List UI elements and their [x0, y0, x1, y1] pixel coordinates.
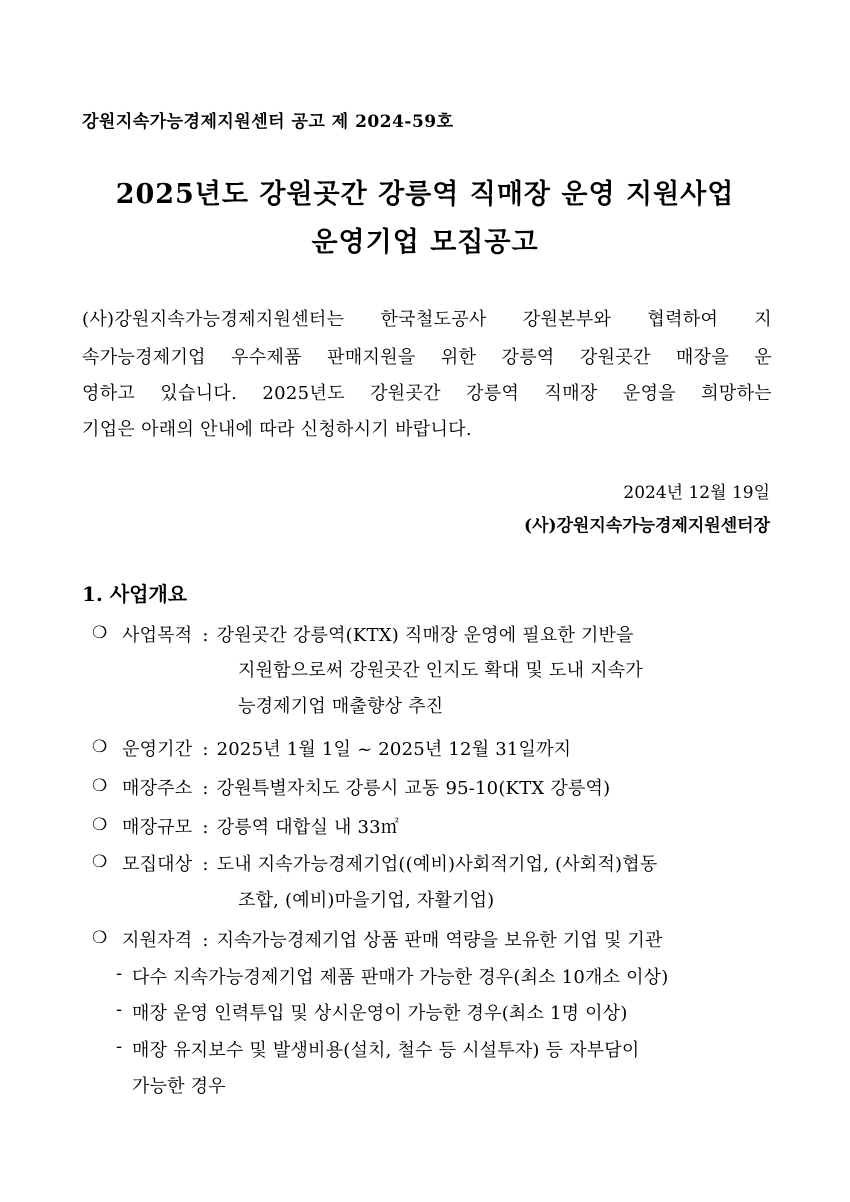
item-separator: :: [202, 625, 209, 646]
list-item: [122, 735, 571, 761]
intro-line-1: (사)강원지속가능경제지원센터는 한국철도공사 강원본부와 협력하여 지: [82, 309, 772, 330]
intro-line-3: 영하고 있습니다. 2025년도 강원곳간 강릉역 직매장 운영을 희망하는: [82, 383, 772, 404]
item-separator: :: [202, 854, 209, 875]
item-label: 모집대상: [122, 854, 193, 875]
bullet-circle-icon: ❍: [92, 815, 108, 835]
item-value: 2025년 1월 1일 ~ 2025년 12월 31일까지: [216, 739, 572, 760]
item-value: 지속가능경제기업 상품 판매 역량을 보유한 기업 및 기관: [216, 930, 663, 951]
bullet-circle-icon: ❍: [92, 852, 108, 872]
dash-icon: -: [116, 999, 123, 1020]
item-label: 운영기간: [122, 739, 193, 760]
item-separator: :: [202, 930, 209, 951]
sub-item: 매장 운영 인력투입 및 상시운영이 가능한 경우(최소 1명 이상): [132, 1003, 628, 1024]
title-line-1: 2025년도 강원곳간 강릉역 직매장 운영 지원사업: [115, 179, 735, 210]
list-item: [122, 926, 663, 952]
dash-icon: -: [116, 1036, 123, 1057]
bullet-circle-icon: ❍: [92, 623, 108, 643]
sub-item: 다수 지속가능경제기업 제품 판매가 가능한 경우(최소 10개소 이상): [132, 967, 669, 988]
sub-item-continued: 가능한 경우: [132, 1076, 226, 1097]
item-value: 강원특별자치도 강릉시 교동 95-10(KTX 강릉역): [216, 778, 611, 799]
list-item: [122, 850, 657, 876]
item-label: 사업목적: [122, 625, 193, 646]
notice-date: 2024년 12월 19일: [623, 483, 770, 503]
item-separator: :: [202, 817, 209, 838]
title-line-2: 운영기업 모집공고: [311, 227, 539, 258]
item-label: 지원자격: [122, 930, 193, 951]
sub-item: 매장 유지보수 및 발생비용(설치, 철수 등 시설투자) 등 자부담이: [132, 1040, 640, 1061]
list-item: [122, 813, 399, 839]
list-item: [122, 774, 610, 800]
section-title: 1. 사업개요: [82, 582, 188, 606]
item-label: 매장주소: [122, 778, 193, 799]
item-value: 강원곳간 강릉역(KTX) 직매장 운영에 필요한 기반을: [216, 625, 634, 646]
item-separator: :: [202, 739, 209, 760]
item-value: 강릉역 대합실 내 33㎡: [216, 817, 400, 838]
issuer: (사)강원지속가능경제지원센터장: [524, 516, 770, 536]
bullet-circle-icon: ❍: [92, 928, 108, 948]
intro-line-2: 속가능경제기업 우수제품 판매지원을 위한 강릉역 강원곳간 매장을 운: [82, 347, 772, 368]
dash-icon: -: [116, 963, 123, 984]
list-item: [122, 621, 634, 647]
bullet-circle-icon: ❍: [92, 776, 108, 796]
item-value: 도내 지속가능경제기업((예비)사회적기업, (사회적)협동: [216, 854, 658, 875]
notice-number: 강원지속가능경제지원센터 공고 제 2024-59호: [82, 112, 454, 132]
item-label: 매장규모: [122, 817, 193, 838]
item-value-continued: 지원함으로써 강원곳간 인지도 확대 및 도내 지속가: [238, 660, 643, 681]
item-value-continued: 능경제기업 매출향상 추진: [238, 696, 444, 717]
intro-line-4: 기업은 아래의 안내에 따라 신청하시기 바랍니다.: [82, 419, 472, 440]
item-value-continued: 조합, (예비)마을기업, 자활기업): [238, 890, 495, 911]
item-separator: :: [202, 778, 209, 799]
bullet-circle-icon: ❍: [92, 737, 108, 757]
